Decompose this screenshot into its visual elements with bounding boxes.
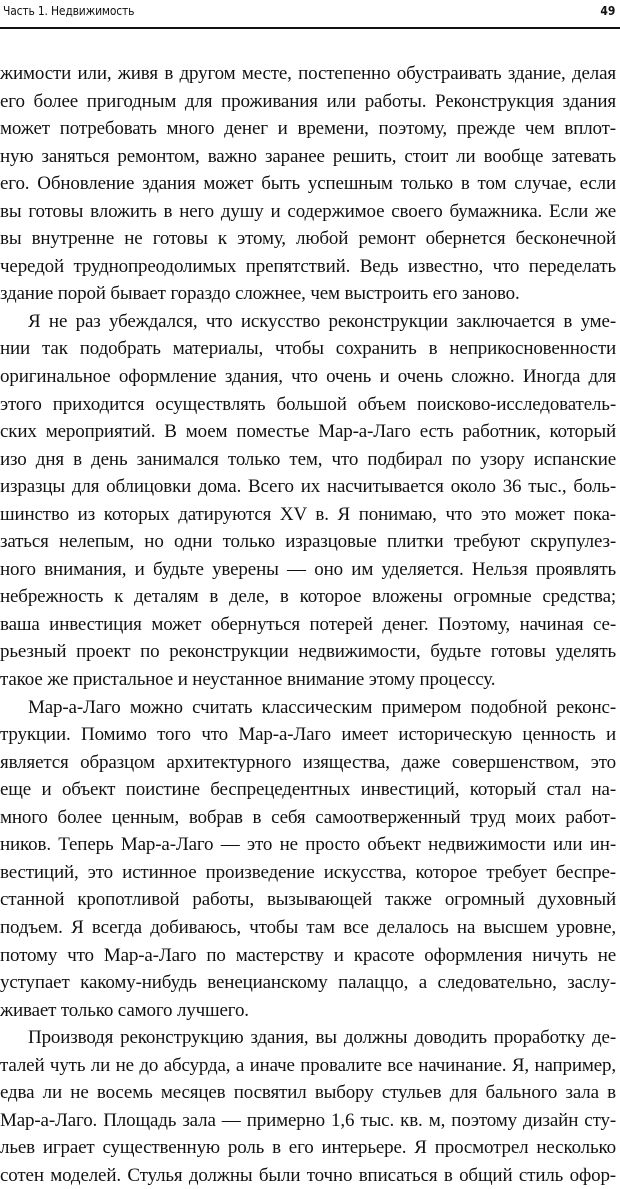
running-header bbox=[3, 0, 615, 26]
text-line: его более пригодным для проживания или работы. Реконструкция здания bbox=[0, 90, 616, 112]
text-line: ную заняться ремонтом, важно заранее решить, стоит ли вообще затевать bbox=[0, 145, 616, 167]
page-number: 49 bbox=[600, 3, 615, 18]
text-line: ваша инвестиция может обернуться потерей денег. Поэтому, начиная се- bbox=[0, 613, 616, 635]
body-text bbox=[0, 60, 616, 1189]
text-line: Мар-а-Лаго можно считать классическим примером подобной реконс- bbox=[28, 696, 616, 718]
text-line: вы внутренне не готовы к этому, любой ремонт обернется бесконечной bbox=[0, 228, 616, 250]
text-line: льев играет существенную роль в его интерьере. Я просмотрел несколько bbox=[0, 1137, 616, 1159]
text-line: нии так подобрать материалы, чтобы сохранить в неприкосновенности bbox=[0, 338, 616, 360]
text-line: этого приходится осуществлять большой объем поисково-исследователь- bbox=[0, 393, 616, 415]
text-line: живает только самого лучшего. bbox=[0, 999, 249, 1021]
text-line: такое же пристальное и неустанное внимание этому процессу. bbox=[0, 669, 496, 691]
section-title: Часть 1. Недвижимость bbox=[3, 3, 135, 18]
header-rule bbox=[0, 27, 620, 29]
text-line: Я не раз убеждался, что искусство реконструкции заключается в уме- bbox=[28, 310, 616, 332]
text-line: небрежность к деталям в деле, в которое вложены огромные средства; bbox=[0, 586, 616, 608]
text-line: вестиций, это истинное произведение искусства, которое требует беспре- bbox=[0, 861, 616, 883]
text-line: много более ценным, вобрав в себя самоотверженный труд моих работ- bbox=[0, 806, 616, 828]
text-line: здание порой бывает гораздо сложнее, чем выстроить его заново. bbox=[0, 283, 520, 305]
paragraph bbox=[0, 694, 616, 1025]
text-line: потому что Мар-а-Лаго по мастерству и красоте оформления ничуть не bbox=[0, 944, 616, 966]
text-line: талей чуть ли не до абсурда, а иначе провалите все начинание. Я, например, bbox=[0, 1054, 616, 1076]
text-line: вы готовы вложить в него душу и содержимое своего бумажника. Если же bbox=[0, 200, 616, 222]
text-line: является образцом архитектурного изящества, даже совершенством, это bbox=[0, 751, 616, 773]
text-line: Мар-а-Лаго. Площадь зала — примерно 1,6 тыс. кв. м, поэтому дизайн сту- bbox=[0, 1109, 616, 1131]
text-line: ников. Теперь Мар-а-Лаго — это не просто объект недвижимости или ин- bbox=[0, 834, 616, 856]
text-line: уступает какому-нибудь венецианскому палаццо, а следовательно, заслу- bbox=[0, 972, 616, 994]
text-line: жимости или, живя в другом месте, постепенно обустраивать здание, делая bbox=[0, 63, 616, 84]
text-line: чередой труднопреодолимых препятствий. Ведь известно, что переделать bbox=[0, 255, 616, 277]
paragraph bbox=[0, 1024, 616, 1189]
text-line: оригинальное оформление здания, что очень и очень сложно. Иногда для bbox=[0, 366, 616, 388]
text-line: изразцы для облицовки дома. Всего их насчитывается около 36 тыс., боль- bbox=[0, 476, 616, 498]
paragraph bbox=[0, 60, 616, 308]
text-line: подъем. Я всегда добиваюсь, чтобы там все делалось на высшем уровне, bbox=[0, 916, 616, 938]
text-line: ного внимания, и будьте уверены — оно им уделяется. Нельзя проявлять bbox=[0, 558, 616, 580]
text-line: едва ли не восемь месяцев посвятил выбору стульев для бального зала в bbox=[0, 1082, 616, 1104]
text-line: трукции. Помимо того что Мар-а-Лаго имеет историческую ценность и bbox=[0, 724, 616, 746]
text-line: его. Обновление здания может быть успешным только в том случае, если bbox=[0, 173, 616, 195]
text-line: ских мероприятий. В моем поместье Мар-а-Лаго есть работник, который bbox=[0, 421, 616, 443]
paragraph bbox=[0, 308, 616, 694]
text-line: рьезный проект по реконструкции недвижимости, будьте готовы уделять bbox=[0, 641, 616, 663]
text-line: заться нелепым, но одни только изразцовые плитки требуют скрупулез- bbox=[0, 531, 616, 553]
text-line: сотен моделей. Стулья должны были точно вписаться в общий стиль офор- bbox=[0, 1164, 616, 1186]
text-line: шинство из которых датируются XV в. Я понимаю, что это может пока- bbox=[0, 503, 616, 525]
text-line: изо дня в день занимался только тем, что подбирал по узору испанские bbox=[0, 448, 616, 470]
text-line: станной кропотливой работы, вызывающей также огромный духовный bbox=[0, 889, 616, 911]
text-line: Производя реконструкцию здания, вы должны доводить проработку де- bbox=[28, 1027, 616, 1049]
text-line: еще и объект поистине беспрецедентных инвестиций, который стал на- bbox=[0, 779, 616, 801]
text-line: может потребовать много денег и времени, поэтому, прежде чем вплот- bbox=[0, 118, 616, 140]
